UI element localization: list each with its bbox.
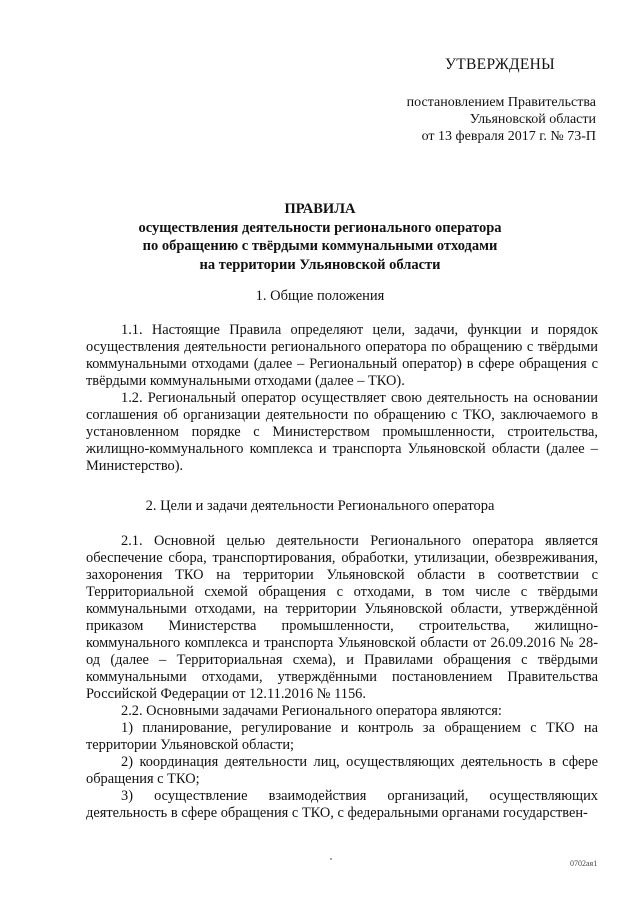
section-heading: 2. Цели и задачи деятельности Регионального оператора — [145, 498, 495, 514]
title-line: осуществления деятельности регионального оператора — [138, 219, 502, 236]
approval-stamp: УТВЕРЖДЕНЫ — [445, 56, 555, 73]
scan-speck — [330, 858, 332, 860]
paragraph: 2.1. Основной целью деятельности Регионального оператора является обеспечение сбора, транспортирования, обработки, утилизации, обезвреживания, захоронения ТКО на территории Ульяновской области в соответствии с Территориальной схемой обращения с отходами, в том числе с твёрдыми коммунальными отходами, на территории Ульяновской области, утверждённой приказом Министерства промышленности, строительства, жилищно-коммунального комплекса и транспорта Ульяновской области от 26.09.2016 № 28-од (далее – Территориальная схема), и Правилами обращения с твёрдыми коммунальными отходами, утверждёнными постановлением Правительства Российской Федерации от 12.11.2016 № 1156. — [86, 533, 598, 702]
paragraph: 1.2. Региональный оператор осуществляет свою деятельность на основании соглашения об организации деятельности по обращению с ТКО, заключаемого в установленном порядке с Министерством промышленности, строительства, жилищно-коммунального комплекса и транспорта Ульяновской области (далее – Министерство). — [86, 390, 598, 474]
title-line: на территории Ульяновской области — [199, 256, 441, 273]
footer-code: 0702ая1 — [570, 859, 598, 868]
decree-line: постановлением Правительства — [406, 95, 596, 110]
title-line: ПРАВИЛА — [284, 201, 356, 217]
decree-line: Ульяновской области — [469, 112, 596, 127]
list-item: 1) планирование, регулирование и контроль за обращением с ТКО на территории Ульяновской области; — [86, 720, 598, 753]
decree-reference — [360, 94, 596, 145]
list-item: 2) координация деятельности лиц, осуществляющих деятельность в сфере обращения с ТКО; — [86, 754, 598, 787]
paragraph: 2.2. Основными задачами Регионального оператора являются: — [121, 703, 502, 719]
section-heading: 1. Общие положения — [255, 288, 385, 304]
document-title — [0, 200, 640, 274]
section-body — [86, 533, 598, 822]
title-line: по обращению с твёрдыми коммунальными отходами — [142, 238, 498, 254]
paragraph: 1.1. Настоящие Правила определяют цели, задачи, функции и порядок осуществления деятельности регионального оператора по обращению с твёрдыми коммунальными отходами (далее – Региональный оператор) в сфере обращения с твёрдыми коммунальными отходами (далее – ТКО). — [86, 322, 598, 389]
section-body — [86, 322, 598, 475]
decree-line: от 13 февраля 2017 г. № 73-П — [421, 129, 596, 144]
list-item: 3) осуществление взаимодействия организаций, осуществляющих деятельность в сфере обращения с ТКО, с федеральными органами государствен- — [86, 788, 598, 821]
